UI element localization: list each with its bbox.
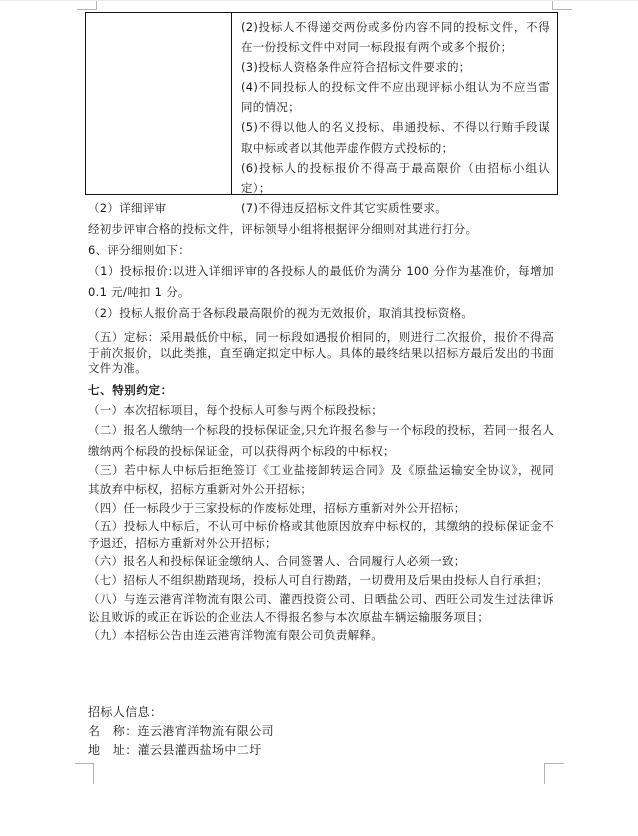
- table-cell-clauses: [232, 13, 557, 215]
- paragraph-scoring-rule-1: （1）投标报价:以进入详细评审的各投标人的最低价为满分 100 分作为基准价，每增加 0.1 元/吨扣 1 分。: [88, 264, 554, 299]
- tenderer-address-line: 地 址：灌云县灌西盐场中二圩: [88, 743, 262, 757]
- special-item-7: （七）招标人不组织勘踏现场，投标人可自行勘踏，一切费用及后果由投标人自行承担；: [88, 573, 549, 587]
- text-boundary-mark-bottom-left: [75, 763, 94, 784]
- paragraph-detailed-review-desc: 经初步评审合格的投标文件，评标领导小组将根据评分细则对其进行打分。: [88, 222, 478, 236]
- tenderer-info-block: [88, 703, 548, 760]
- clause-item-7: (7)不得违反招标文件其它实质性要求。: [241, 200, 447, 215]
- clause-item-5: (5)不得以他人的名义投标、串通投标、不得以行贿手段谋取中标或者以其他弄虚作假方式投标的；: [241, 120, 550, 155]
- special-item-2: （二）报名人缴纳一个标段的投标保证金,只允许报名参与一个标段的投标，若同一报名人缴纳两个标段的投标保证金，可以获得两个标段的中标权；: [88, 423, 554, 458]
- clause-item-4: (4)不同投标人的投标文件不应出现评标小组认为不应当雷同的情况；: [241, 80, 550, 115]
- table-cell-label: [86, 13, 232, 194]
- special-item-9: （九）本招标公告由连云港宵洋物流有限公司负责解释。: [88, 628, 383, 642]
- tenderer-name-line: 名 称：连云港宵洋物流有限公司: [88, 724, 275, 738]
- paragraph-award-rule: （五）定标：采用最低价中标，同一标段如遇报价相同的，则进行二次报价，报价不得高于前次报价，以此类推，直至确定拟定中标人。具体的最终结果以招标方最后发出的书面文件为准。: [88, 330, 554, 375]
- special-item-5: （五）投标人中标后，不认可中标价格或其他原因放弃中标权的，其缴纳的投标保证金不予退还，招标方重新对外公开招标；: [88, 519, 554, 550]
- document-body: [88, 198, 554, 645]
- special-item-3: （三）若中标人中标后拒绝签订《工业盐接卸转运合同》及《原盐运输安全协议》，视同其放弃中标权，招标方重新对外公开招标；: [88, 463, 554, 496]
- paragraph-scoring-rules-title: 6、评分细则如下：: [88, 243, 191, 257]
- paragraph-scoring-rule-2: （2）投标人报价高于各标段最高限价的视为无效报价，取消其投标资格。: [88, 306, 474, 320]
- special-item-6: （六）报名人和投标保证金缴纳人、合同签署人、合同履行人必须一致；: [88, 554, 466, 568]
- special-agreements-heading: 七、特别约定：: [88, 382, 173, 397]
- text-boundary-mark-top-left: [77, 1, 97, 10]
- special-item-8: （八）与连云港宵洋物流有限公司、灌西投资公司、日晒盐公司、西旺公司发生过法律诉讼且败诉的或正在诉讼的企业法人不得报名参与本次原盐车辆运输服务项目；: [88, 592, 554, 624]
- special-item-4: （四）任一标段少于三家投标的作废标处理，招标方重新对外公开招标；: [88, 501, 466, 515]
- tenderer-info-title: 招标人信息：: [88, 705, 163, 719]
- clause-item-6: (6)投标人的投标报价不得高于最高限价（由招标小组认定）；: [241, 160, 550, 195]
- clause-item-2: (2)投标人不得递交两份或多份内容不同的投标文件，不得在一份投标文件中对同一标段报有两个或多个报价；: [241, 20, 550, 55]
- clause-item-3: (3)投标人资格条件应符合招标文件要求的；: [241, 60, 471, 75]
- paragraph-detailed-review-title: （2）详细评审: [88, 201, 167, 215]
- special-item-1: （一）本次招标项目，每个投标人可参与两个标段投标；: [88, 402, 383, 417]
- text-boundary-mark-bottom-right: [544, 763, 564, 784]
- text-boundary-mark-top-right: [552, 1, 572, 10]
